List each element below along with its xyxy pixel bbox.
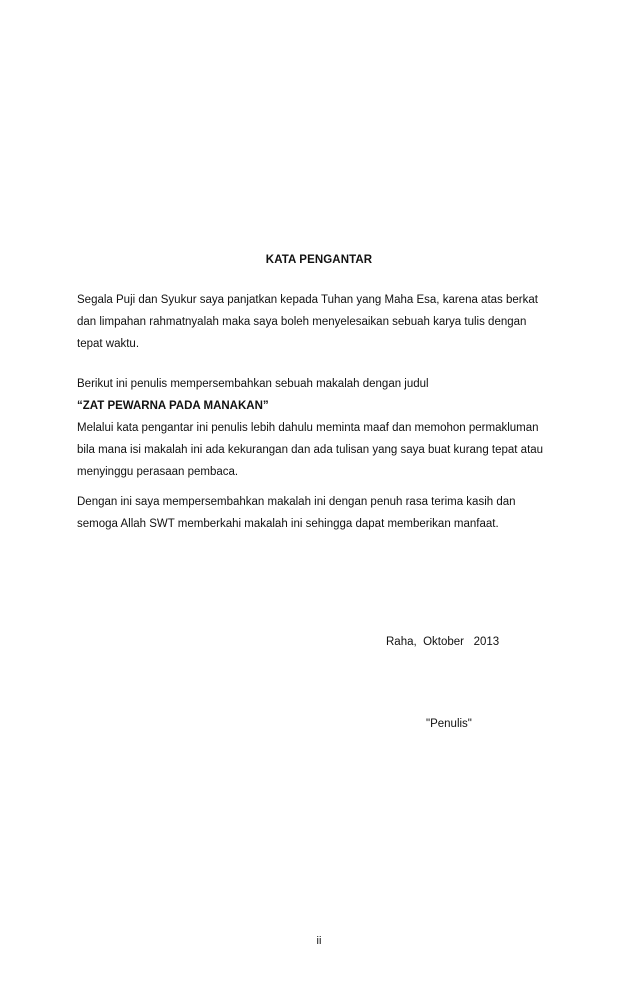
- text-line: Segala Puji dan Syukur saya panjatkan kepada Tuhan yang Maha Esa, karena atas berkat: [77, 294, 538, 306]
- paragraph-presentation: [77, 373, 577, 483]
- text-line: Berikut ini penulis mempersembahkan sebuah makalah dengan judul: [77, 378, 429, 390]
- text-line: Melalui kata pengantar ini penulis lebih dahulu meminta maaf dan memohon permakluman: [77, 422, 539, 434]
- page-title: KATA PENGANTAR: [265, 254, 373, 266]
- page-number: ii: [316, 935, 322, 947]
- text-line: Dengan ini saya mempersembahkan makalah ini dengan penuh rasa terima kasih dan: [77, 496, 516, 508]
- paragraph-opening: [77, 289, 577, 355]
- text-line: bila mana isi makalah ini ada kekurangan dan ada tulisan yang saya buat kurang tepat atau: [77, 444, 544, 456]
- text-line: semoga Allah SWT memberkahi makalah ini sehingga dapat memberikan manfaat.: [77, 518, 499, 530]
- paper-title: “ZAT PEWARNA PADA MANAKAN”: [77, 400, 269, 412]
- text-line: tepat waktu.: [77, 338, 140, 350]
- text-line: menyinggu perasaan pembaca.: [77, 466, 239, 478]
- place-date: Raha, Oktober 2013: [386, 636, 500, 648]
- text-line: dan limpahan rahmatnyalah maka saya boleh menyelesaikan sebuah karya tulis dengan: [77, 316, 527, 328]
- paragraph-closing: [77, 491, 577, 535]
- author-signature: "Penulis": [426, 718, 472, 730]
